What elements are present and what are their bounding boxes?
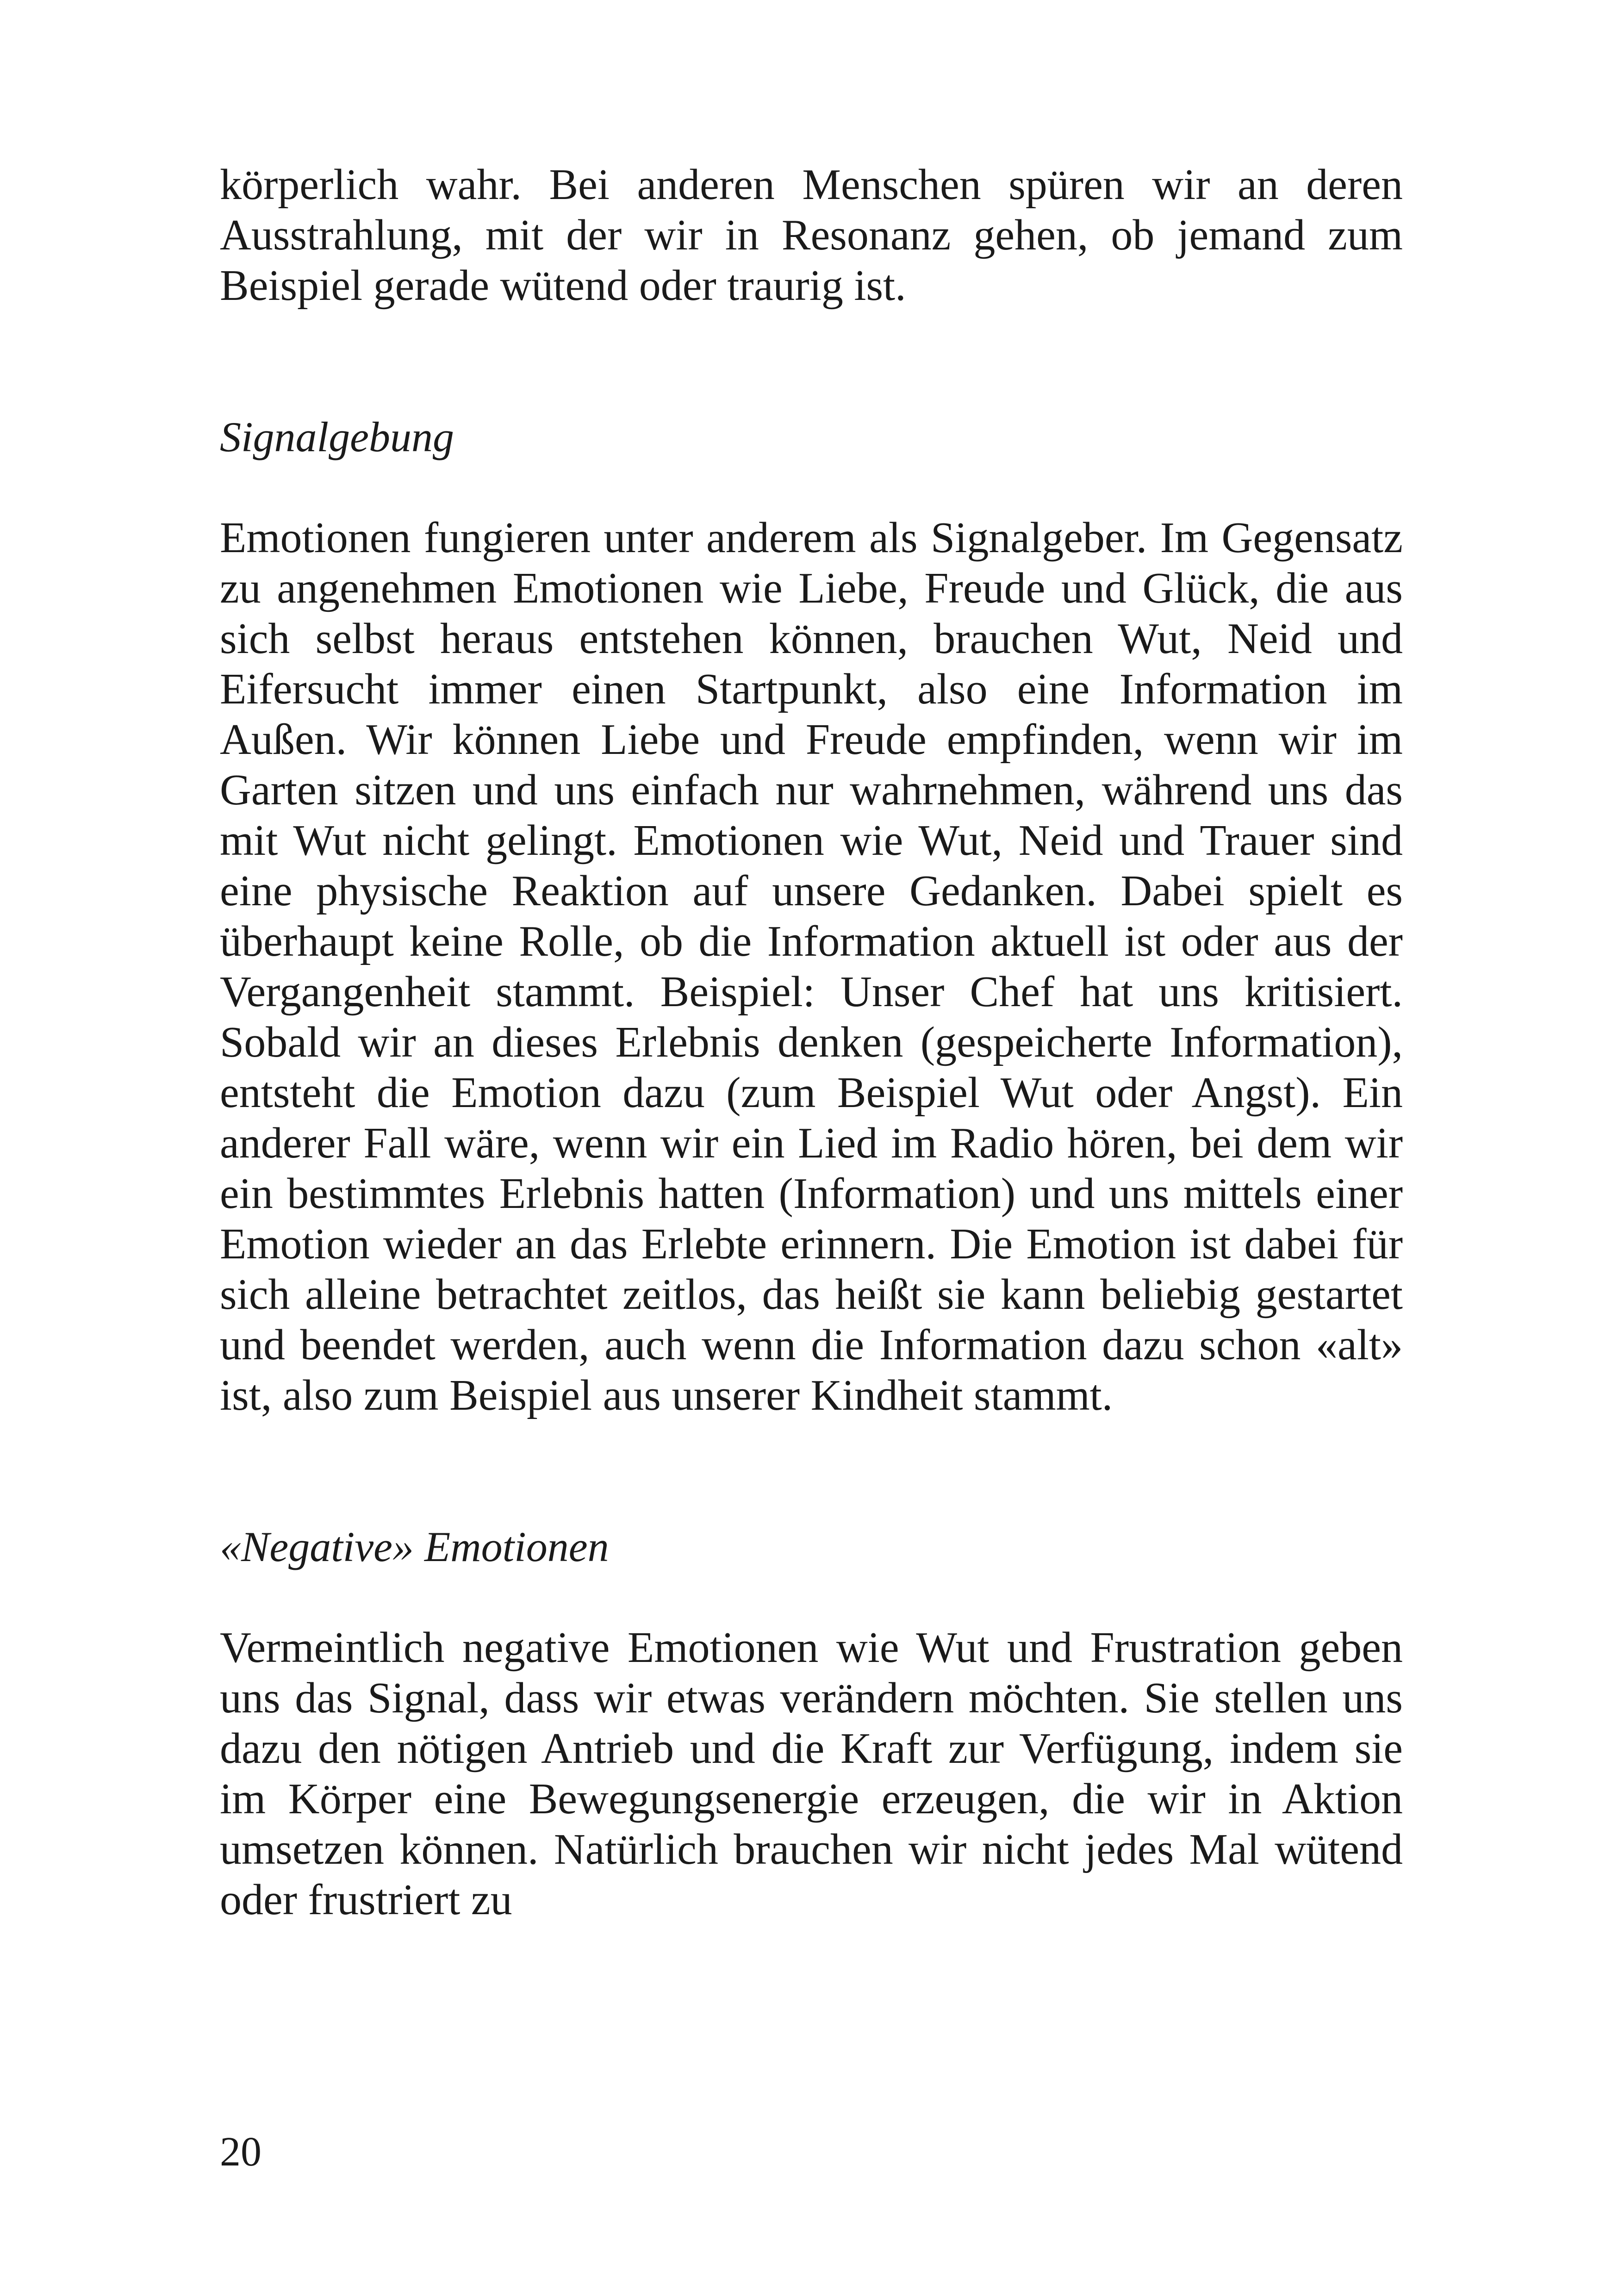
intro-paragraph: körperlich wahr. Bei anderen Menschen spüren wir an deren Ausstrahlung, mit der wir in Resonanz gehen, ob jemand zum Beispiel gerade wütend oder traurig ist. [220, 161, 1403, 310]
section-heading-signalgebung: Signalgebung [220, 413, 454, 460]
section-heading-negative-emotionen: «Negative» Emotionen [220, 1523, 609, 1570]
text-column [220, 160, 1403, 1925]
page-number: 20 [220, 2129, 261, 2175]
section-paragraph-negative-emotionen: Vermeintlich negative Emotionen wie Wut und Frustration geben uns das Signal, dass wir etwas verändern möchten. Sie stellen uns dazu den nötigen Antrieb und die Kraft zur Verfügung, indem sie im Körper eine Bewegungsenergie erzeugen, die wir in Aktion umsetzen können. Natürlich brauchen wir nicht jedes Mal wütend oder frustriert zu [220, 1624, 1403, 1924]
section-paragraph-signalgebung: Emotionen fungieren unter anderem als Signalgeber. Im Gegensatz zu angenehmen Emotionen wie Liebe, Freude und Glück, die aus sich selbst heraus entstehen können, brauchen Wut, Neid und Eifersucht immer einen Startpunkt, also eine Information im Außen. Wir können Liebe und Freude empfinden, wenn wir im Garten sitzen und uns einfach nur wahrnehmen, während uns das mit Wut nicht gelingt. Emotionen wie Wut, Neid und Trauer sind eine physische Reaktion auf unsere Gedanken. Dabei spielt es überhaupt keine Rolle, ob die Information aktuell ist oder aus der Vergangenheit stammt. Beispiel: Unser Chef hat uns kritisiert. Sobald wir an dieses Erlebnis denken (gespeicherte Information), entsteht die Emotion dazu (zum Beispiel Wut oder Angst). Ein anderer Fall wäre, wenn wir ein Lied im Radio hören, bei dem wir ein bestimmtes Erlebnis hatten (Information) und uns mittels einer Emotion wieder an das Erlebte erinnern. Die Emotion ist dabei für sich alleine betrachtet zeitlos, das heißt sie kann beliebig gestartet und beendet werden, auch wenn die Information dazu schon «alt» ist, also zum Beispiel aus unserer Kindheit stammt. [220, 514, 1403, 1419]
